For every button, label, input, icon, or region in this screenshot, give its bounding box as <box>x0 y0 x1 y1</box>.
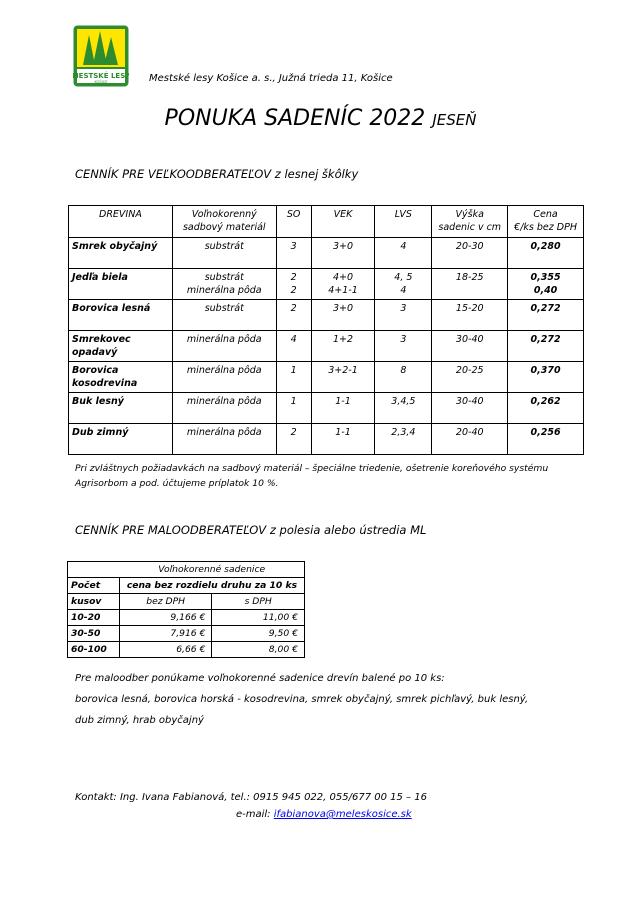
retail-price-table <box>67 561 305 658</box>
retail-cell-kusov: 60-100 <box>68 642 120 658</box>
cell-lvs-line1: 8 <box>400 365 407 376</box>
retail-cell-bez: 9,166 € <box>119 610 212 626</box>
cell-vek <box>311 362 375 393</box>
cell-so-line2: 2 <box>290 285 297 296</box>
cell-drevina <box>69 238 173 269</box>
table-row <box>69 393 584 424</box>
cell-material <box>172 362 276 393</box>
cell-vek <box>311 424 375 455</box>
header-material-line1: Voľnokorenný <box>191 209 257 220</box>
cell-so <box>276 362 311 393</box>
cell-cena-line1: 0,370 <box>530 365 561 376</box>
retail-col-s-dph: s DPH <box>212 594 305 610</box>
cell-so <box>276 238 311 269</box>
retail-row <box>68 610 305 626</box>
cell-drevina-line1: Dub zimný <box>72 427 129 438</box>
cell-vek <box>311 238 375 269</box>
retail-table-title: Voľnokorenné sadenice <box>119 562 304 578</box>
cell-vyska: 18-25 <box>432 269 508 300</box>
title-main: PONUKA SADENÍC 2022 <box>164 106 426 131</box>
cell-drevina-line2: kosodrevina <box>72 378 138 389</box>
cell-so <box>276 269 311 300</box>
surcharge-note <box>75 461 585 491</box>
cell-vek <box>311 269 375 300</box>
retail-cell-bez: 6,66 € <box>119 642 212 658</box>
cell-cena <box>508 238 584 269</box>
cell-material-line1: minerálna pôda <box>186 334 262 345</box>
retail-note <box>75 668 528 731</box>
cell-cena-line1: 0,272 <box>530 303 561 314</box>
cell-drevina <box>69 362 173 393</box>
retail-col-bez-dph: bez DPH <box>119 594 212 610</box>
table-row <box>69 300 584 331</box>
title-suffix: JESEŇ <box>432 111 477 129</box>
cell-drevina-line2: opadavý <box>72 347 118 358</box>
cell-cena <box>508 393 584 424</box>
header-vyska <box>432 206 508 238</box>
surcharge-note-line2: Agrisorbom a pod. účtujeme príplatok 10 %. <box>75 478 279 489</box>
cell-so-line1: 2 <box>290 303 297 314</box>
retail-columns-row <box>68 594 305 610</box>
header-vyska-line2: sadenic v cm <box>438 222 502 233</box>
cell-drevina <box>69 269 173 300</box>
header-drevina: DREVINA <box>69 206 173 238</box>
cell-drevina-line1: Smrek obyčajný <box>72 241 158 252</box>
cell-material-line1: substrát <box>204 241 244 252</box>
header-lvs: LVS <box>375 206 432 238</box>
cell-lvs <box>375 238 432 269</box>
cell-so <box>276 393 311 424</box>
cell-drevina <box>69 300 173 331</box>
table-row <box>69 238 584 269</box>
cell-drevina <box>69 393 173 424</box>
cell-so-line1: 2 <box>290 272 297 283</box>
header-cena-line2: €/ks bez DPH <box>514 222 577 233</box>
cell-material-line1: minerálna pôda <box>186 427 262 438</box>
retail-row <box>68 626 305 642</box>
svg-text:KOŠICE: KOŠICE <box>94 80 108 84</box>
cell-vek-line1: 1-1 <box>335 396 351 407</box>
cell-drevina-line1: Buk lesný <box>72 396 124 407</box>
cell-drevina <box>69 424 173 455</box>
cell-so-line1: 3 <box>290 241 297 252</box>
cell-material-line1: substrát <box>204 303 244 314</box>
cell-vyska: 30-40 <box>432 393 508 424</box>
cell-drevina-line1: Borovica lesná <box>72 303 151 314</box>
section-heading-retail: CENNÍK PRE MALOODBERATEĽOV z polesia alebo ústredia ML <box>75 523 427 537</box>
cell-lvs-line1: 3,4,5 <box>391 396 416 407</box>
cell-lvs-line1: 3 <box>400 334 407 345</box>
cell-material-line1: substrát <box>204 272 244 283</box>
retail-note-line2: borovica lesná, borovica horská - kosodrevina, smrek obyčajný, smrek pichľavý, buk lesný, <box>75 694 529 705</box>
company-logo <box>73 25 129 87</box>
cell-material <box>172 269 276 300</box>
table-row <box>69 269 584 300</box>
email-line <box>236 809 412 820</box>
cell-lvs-line2: 4 <box>400 285 407 296</box>
table-row <box>69 424 584 455</box>
cell-material-line1: minerálna pôda <box>186 396 262 407</box>
cell-vek-line1: 3+2-1 <box>328 365 358 376</box>
cell-so <box>276 331 311 362</box>
retail-subtitle-row <box>68 578 305 594</box>
cell-cena-line2: 0,40 <box>533 285 558 296</box>
cell-cena-line1: 0,355 <box>530 272 561 283</box>
cell-vyska: 20-25 <box>432 362 508 393</box>
header-cena <box>508 206 584 238</box>
header-vek: VEK <box>311 206 375 238</box>
retail-title-row <box>68 562 305 578</box>
retail-cell-s: 8,00 € <box>212 642 305 658</box>
cell-vek-line1: 3+0 <box>332 303 354 314</box>
retail-cell-kusov: 10-20 <box>68 610 120 626</box>
page-title <box>0 106 641 131</box>
surcharge-note-line1: Pri zvláštnych požiadavkách na sadbový materiál – špeciálne triedenie, ošetrenie koreňového systému <box>75 463 549 474</box>
cell-vek <box>311 331 375 362</box>
cell-vek <box>311 393 375 424</box>
cell-material <box>172 393 276 424</box>
retail-row <box>68 642 305 658</box>
cell-cena-line1: 0,256 <box>530 427 561 438</box>
cell-vek-line1: 1-1 <box>335 427 351 438</box>
cell-drevina-line1: Jedľa biela <box>72 272 128 283</box>
retail-cell-s: 11,00 € <box>212 610 305 626</box>
cell-vyska: 30-40 <box>432 331 508 362</box>
cell-drevina <box>69 331 173 362</box>
cell-vek-line1: 4+0 <box>332 272 354 283</box>
cell-cena <box>508 424 584 455</box>
cell-material-line1: minerálna pôda <box>186 365 262 376</box>
cell-material-line2: minerálna pôda <box>186 285 262 296</box>
cell-material <box>172 300 276 331</box>
table-row <box>69 362 584 393</box>
retail-kusov-label: kusov <box>68 594 120 610</box>
retail-cell-s: 9,50 € <box>212 626 305 642</box>
cell-cena-line1: 0,280 <box>530 241 561 252</box>
cell-so-line1: 1 <box>290 365 297 376</box>
cell-cena-line1: 0,262 <box>530 396 561 407</box>
retail-table-subtitle: cena bez rozdielu druhu za 10 ks <box>119 578 304 594</box>
cell-lvs-line1: 4, 5 <box>394 272 413 283</box>
contact-line: Kontakt: Ing. Ivana Fabianová, tel.: 0915 945 022, 055/677 00 15 – 16 <box>75 792 427 803</box>
cell-vyska: 20-30 <box>432 238 508 269</box>
cell-lvs <box>375 424 432 455</box>
retail-pocet-label: Počet <box>68 578 120 594</box>
cell-vek-line1: 1+2 <box>332 334 354 345</box>
cell-vek <box>311 300 375 331</box>
cell-cena <box>508 362 584 393</box>
header-vyska-line1: Výška <box>455 209 484 220</box>
cell-cena <box>508 269 584 300</box>
retail-cell-bez: 7,916 € <box>119 626 212 642</box>
header-material-line2: sadbový materiál <box>182 222 266 233</box>
retail-note-line1: Pre maloodber ponúkame voľnokorenné sadenice drevín balené po 10 ks: <box>75 673 445 684</box>
cell-so-line1: 2 <box>290 427 297 438</box>
header-material <box>172 206 276 238</box>
cell-material <box>172 238 276 269</box>
cell-material <box>172 424 276 455</box>
cell-material <box>172 331 276 362</box>
cell-lvs <box>375 300 432 331</box>
retail-cell-kusov: 30-50 <box>68 626 120 642</box>
section-heading-wholesale: CENNÍK PRE VEĽKOODBERATEĽOV z lesnej škôlky <box>75 167 359 181</box>
cell-vyska: 15-20 <box>432 300 508 331</box>
svg-text:MESTSKÉ LESY: MESTSKÉ LESY <box>73 72 129 80</box>
header-cena-line1: Cena <box>533 209 558 220</box>
cell-drevina-line1: Borovica <box>72 365 119 376</box>
cell-lvs-line1: 3 <box>400 303 407 314</box>
cell-drevina-line1: Smrekovec <box>72 334 131 345</box>
cell-so <box>276 300 311 331</box>
table-row <box>69 331 584 362</box>
cell-lvs <box>375 331 432 362</box>
table-header-row <box>69 206 584 238</box>
cell-vek-line2: 4+1-1 <box>328 285 358 296</box>
cell-so <box>276 424 311 455</box>
cell-lvs <box>375 269 432 300</box>
cell-cena-line1: 0,272 <box>530 334 561 345</box>
cell-so-line1: 4 <box>290 334 297 345</box>
cell-lvs <box>375 362 432 393</box>
email-link[interactable]: ifabianova@meleskosice.sk <box>273 809 412 820</box>
retail-corner-cell <box>68 562 120 578</box>
cell-cena <box>508 300 584 331</box>
cell-lvs-line1: 4 <box>400 241 407 252</box>
email-label: e-mail: <box>236 809 274 820</box>
wholesale-price-table <box>68 205 584 455</box>
header-so: SO <box>276 206 311 238</box>
cell-cena <box>508 331 584 362</box>
company-address: Mestské lesy Košice a. s., Južná trieda 11, Košice <box>149 73 393 84</box>
cell-vyska: 20-40 <box>432 424 508 455</box>
retail-note-line3: dub zimný, hrab obyčajný <box>75 715 204 726</box>
cell-so-line1: 1 <box>290 396 297 407</box>
cell-vek-line1: 3+0 <box>332 241 354 252</box>
cell-lvs-line1: 2,3,4 <box>391 427 416 438</box>
cell-lvs <box>375 393 432 424</box>
